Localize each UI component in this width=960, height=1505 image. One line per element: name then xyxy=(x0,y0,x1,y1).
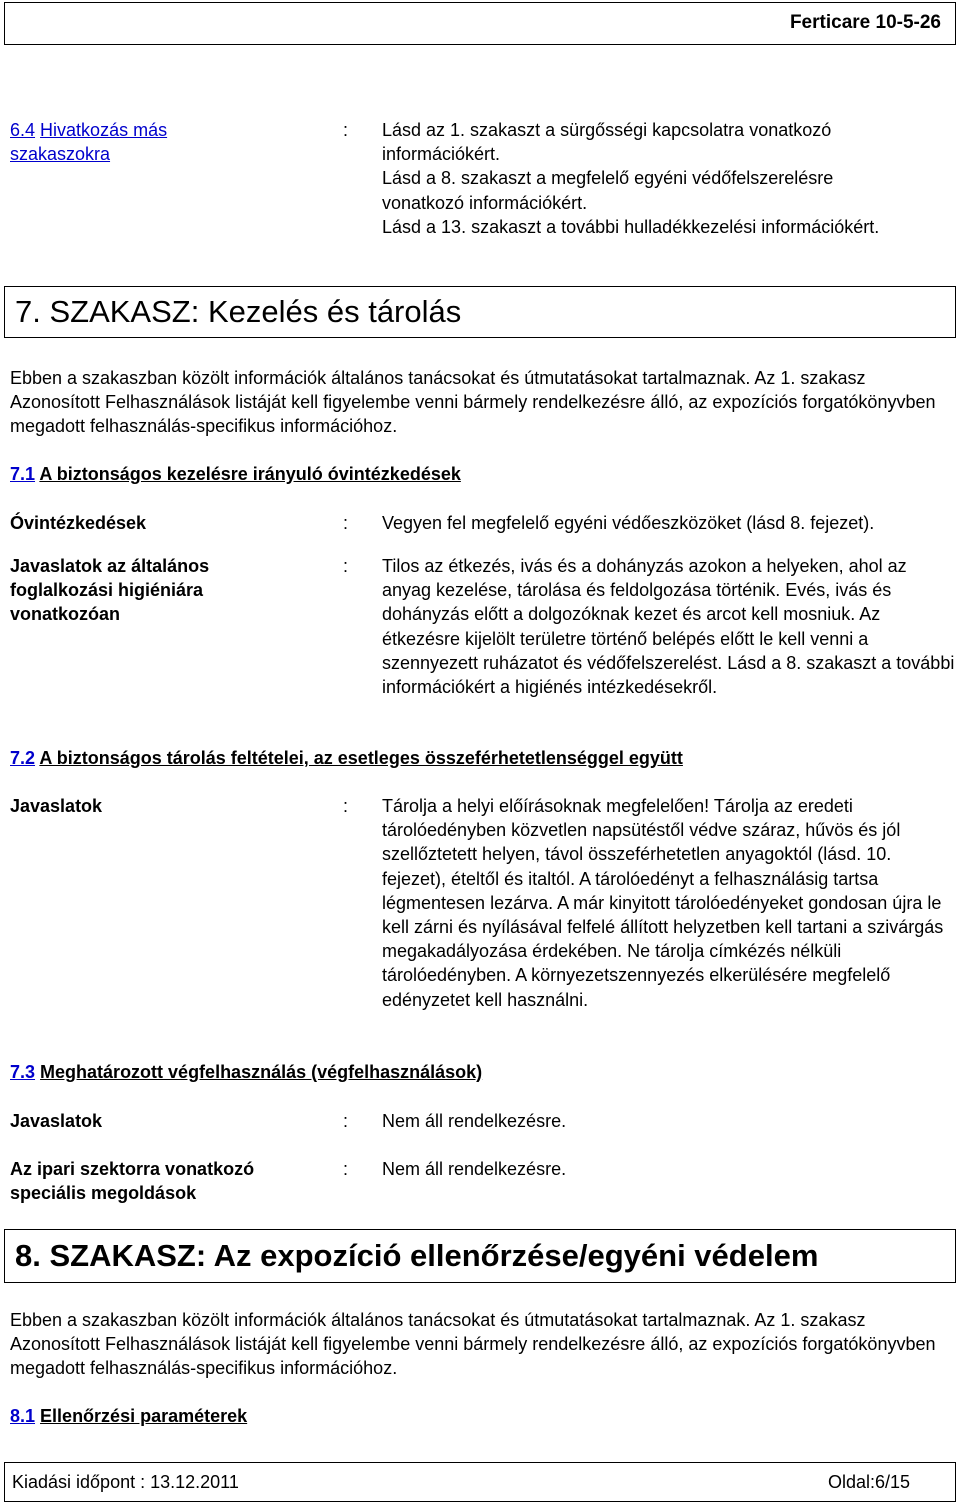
s81-heading xyxy=(10,1404,247,1428)
s81-title: Ellenőrzési paraméterek xyxy=(40,1406,248,1426)
s64-title[interactable]: Hivatkozás más szakaszokra xyxy=(10,120,168,165)
s72-row1-value: Tárolja a helyi előírásoknak megfelelően! Tárolja az eredeti tárolóedényben közvetlen napsütéstől védve száraz, hűvös és jól szellőztetett helyen, távol összeférhetetlen anyagoktól (lásd. 10. fejezet), ételtől és italtól. A tárolóedényt a felhasználásig tartsa légmentesen lezárva. A már kinyitott tárolóedényeket gondosan újra le kell zárni és nyílásával felfelé állított helyzetben kell tartani a szivárgás megakadályozása érdekében. Ne tárolja címkézés nélküli tárolóedényben. A környezetszennyezés elkerülésére megfelelő edényzetet kell használni. xyxy=(382,796,944,1010)
s73-row1-label: Javaslatok xyxy=(10,1111,103,1131)
s71-row1-value: Vegyen fel megfelelő egyéni védőeszközöket (lásd 8. fejezet). xyxy=(382,513,875,533)
s72-row1-label: Javaslatok xyxy=(10,796,103,816)
s71-number[interactable]: 7.1 xyxy=(10,464,36,484)
s71-row1-colon: : xyxy=(343,513,349,533)
s64-number[interactable]: 6.4 xyxy=(10,120,36,140)
s64-colon: : xyxy=(343,120,349,140)
section-8-intro: Ebben a szakaszban közölt információk általános tanácsokat és útmutatásokat tartalmaznak. Az 1. szakasz Azonosított Felhasználások listáját kell figyelembe venni bármely rendelkezésre álló, az expozíciós forgatókönyvben megadott felhasználás-specifikus információhoz. xyxy=(10,1310,936,1379)
s73-row2-value: Nem áll rendelkezésre. xyxy=(382,1159,567,1179)
s64-value: Lásd az 1. szakaszt a sürgősségi kapcsolatra vonatkozó információkért. Lásd a 8. szakaszt a megfelelő egyéni védőfelszerelésre vonatkozó információkért. Lásd a 13. szakaszt a további hulladékkezelési információkért. xyxy=(382,120,880,237)
page-number: Oldal:6/15 xyxy=(827,1472,910,1492)
s73-number[interactable]: 7.3 xyxy=(10,1062,36,1082)
s71-title: A biztonságos kezelésre irányuló óvintézkedések xyxy=(39,464,461,484)
s73-row1-colon: : xyxy=(343,1111,349,1131)
s71-row2-value: Tilos az étkezés, ivás és a dohányzás azokon a helyeken, ahol az anyag kezelése, tárolása és feldolgozása történik. Evés, ivás és dohányzás előtt a dolgozóknak kezet és arcot kell mosniuk. Az étkezésre kijelölt területre történő belépés előtt le kell venni a szennyezett ruházatot és védőfelszerelést. Lásd a 8. szakaszt a további információkért a higiénés intézkedésekről. xyxy=(382,556,955,698)
s73-heading xyxy=(10,1060,482,1084)
header-box xyxy=(4,2,956,45)
s73-row1-value: Nem áll rendelkezésre. xyxy=(382,1111,567,1131)
s72-number[interactable]: 7.2 xyxy=(10,748,36,768)
issue-date: Kiadási időpont : 13.12.2011 xyxy=(12,1472,239,1492)
s73-row2-colon: : xyxy=(343,1159,349,1179)
s71-heading xyxy=(10,462,461,486)
s72-heading xyxy=(10,746,683,770)
section-7-header xyxy=(4,286,956,338)
s71-row2-label: Javaslatok az általános foglalkozási higiéniára vonatkozóan xyxy=(10,556,210,625)
s73-title: Meghatározott végfelhasználás (végfelhasználások) xyxy=(40,1062,483,1082)
section-8-title: 8. SZAKASZ: Az expozíció ellenőrzése/egyéni védelem xyxy=(15,1238,819,1273)
s71-row2-colon: : xyxy=(343,556,349,576)
document-title: Ferticare 10-5-26 xyxy=(789,12,941,33)
s73-row2-label: Az ipari szektorra vonatkozó speciális megoldások xyxy=(10,1159,255,1204)
section-7-title: 7. SZAKASZ: Kezelés és tárolás xyxy=(15,294,462,329)
section-8-header xyxy=(4,1229,956,1283)
s81-number[interactable]: 8.1 xyxy=(10,1406,36,1426)
s72-row1-colon: : xyxy=(343,796,349,816)
s72-title: A biztonságos tárolás feltételei, az esetleges összeférhetetlenséggel együtt xyxy=(39,748,683,768)
section-7-intro: Ebben a szakaszban közölt információk általános tanácsokat és útmutatásokat tartalmaznak. Az 1. szakasz Azonosított Felhasználások listáját kell figyelembe venni bármely rendelkezésre álló, az expozíciós forgatókönyvben megadott felhasználás-specifikus információhoz. xyxy=(10,368,936,437)
s64-label xyxy=(10,118,230,166)
s71-row1-label: Óvintézkedések xyxy=(10,513,147,533)
